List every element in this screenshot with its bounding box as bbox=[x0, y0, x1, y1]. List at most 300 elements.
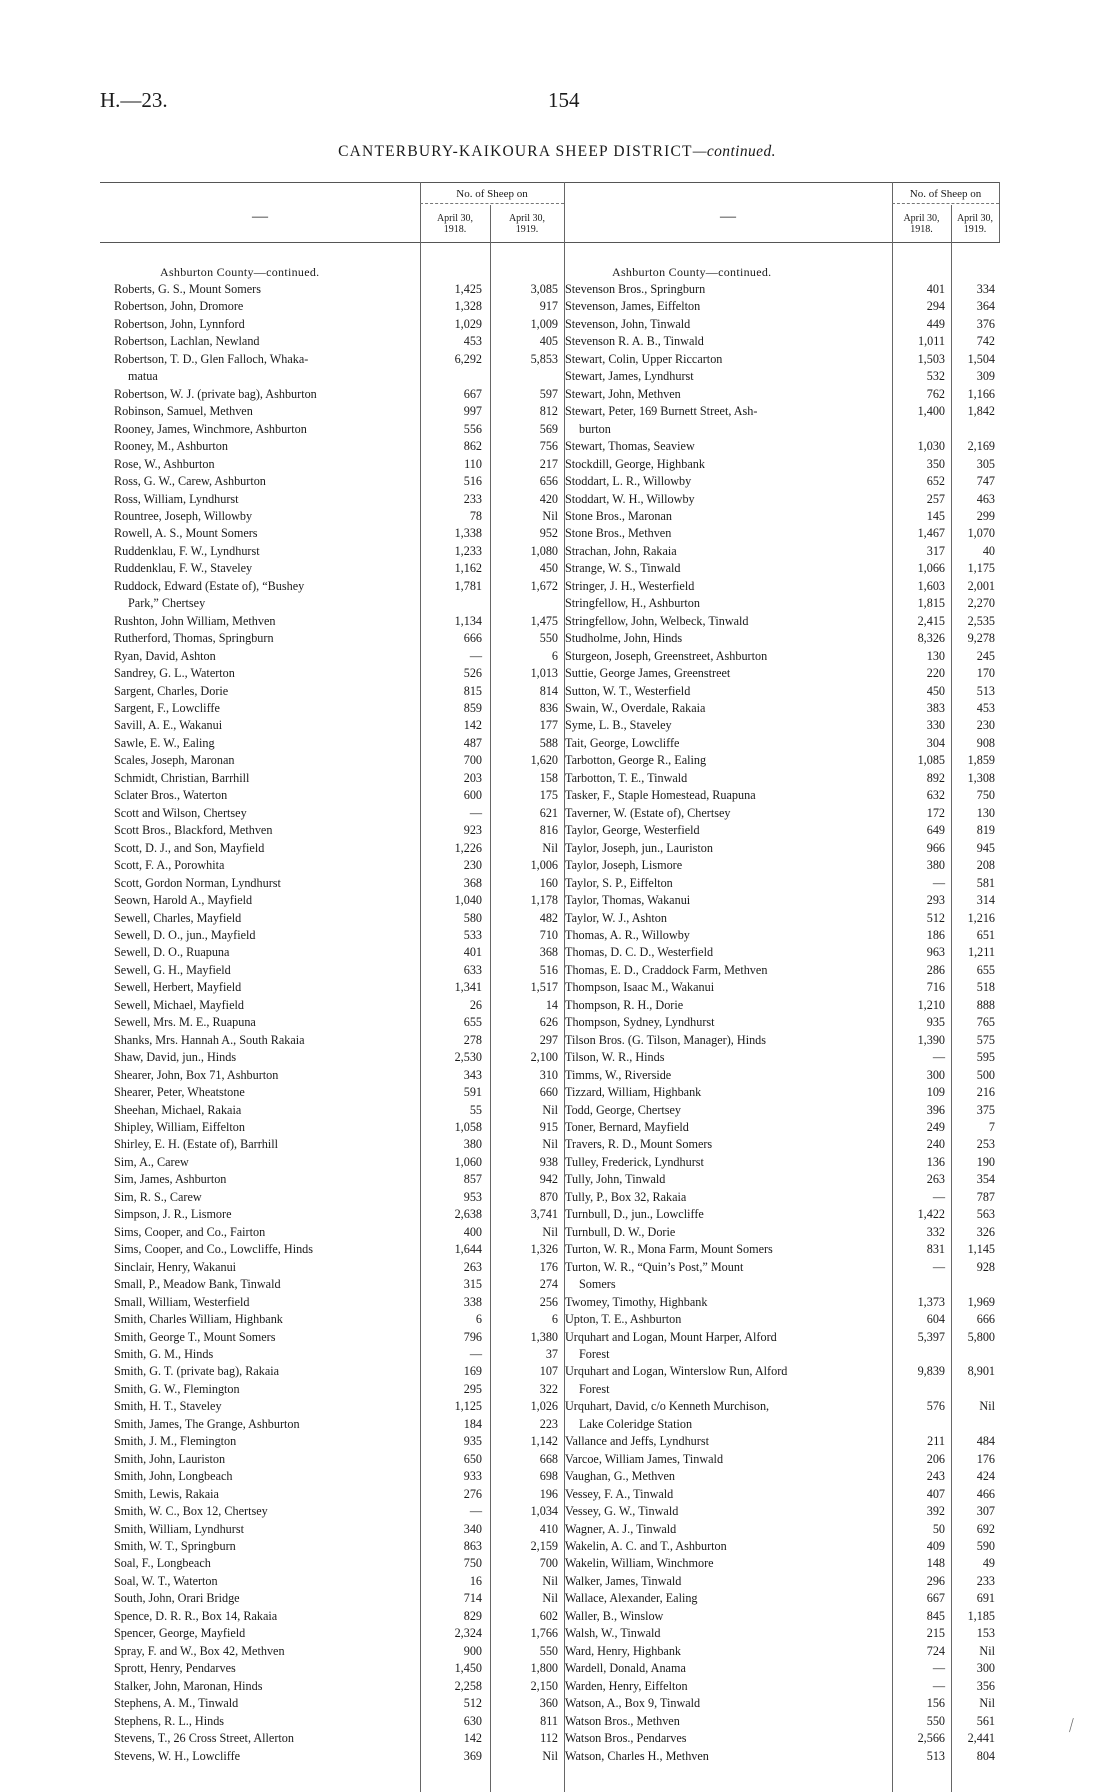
table-row bbox=[565, 666, 998, 680]
table-row bbox=[565, 823, 998, 837]
sheep-1918: 667 bbox=[926, 1591, 945, 1606]
sheep-1919: 1,070 bbox=[967, 526, 995, 541]
holder-name: Shaw, David, jun., Hinds bbox=[114, 1050, 237, 1065]
sheep-1918: 1,162 bbox=[454, 561, 482, 576]
holder-name: Tilson, W. R., Hinds bbox=[565, 1050, 665, 1065]
holder-name: Thomas, E. D., Craddock Farm, Methven bbox=[565, 962, 768, 977]
right-col-1918-line1: April 30, bbox=[903, 213, 940, 224]
holder-name: Taylor, W. J., Ashton bbox=[565, 910, 667, 925]
sheep-1919: 453 bbox=[976, 701, 995, 715]
sheep-1919: 804 bbox=[976, 1748, 995, 1763]
table-row bbox=[114, 1260, 558, 1274]
holder-name: Stalker, John, Maronan, Hinds bbox=[114, 1678, 263, 1693]
holder-name: Tarbotton, T. E., Tinwald bbox=[565, 770, 688, 785]
table-row bbox=[565, 1295, 998, 1309]
table-row bbox=[114, 1033, 558, 1047]
table-row bbox=[114, 998, 558, 1012]
table-row bbox=[114, 1068, 558, 1082]
holder-name: Ruddenklau, F. W., Lyndhurst bbox=[114, 543, 260, 558]
sheep-1918: 655 bbox=[463, 1015, 482, 1030]
left-particulars-head: — bbox=[252, 208, 268, 225]
sheep-1919: 660 bbox=[539, 1085, 558, 1100]
holder-name: Shearer, Peter, Wheatstone bbox=[114, 1085, 245, 1100]
table-row bbox=[114, 1539, 558, 1553]
sheep-1918: 666 bbox=[463, 631, 482, 646]
sheep-1918: 304 bbox=[926, 735, 945, 750]
sheep-1919: 765 bbox=[976, 1015, 995, 1030]
table-row bbox=[114, 1172, 558, 1186]
holder-name: Sprott, Henry, Pendarves bbox=[114, 1661, 236, 1676]
sheep-1919: Nil bbox=[542, 508, 558, 523]
sheep-1918: 650 bbox=[463, 1451, 482, 1466]
sheep-1918: 550 bbox=[926, 1713, 945, 1728]
table-row bbox=[114, 980, 558, 994]
table-row bbox=[114, 509, 558, 523]
sheep-1919: Nil bbox=[979, 1643, 995, 1658]
holder-name: Tait, George, Lowcliffe bbox=[565, 735, 680, 750]
sheep-1918: 604 bbox=[926, 1312, 945, 1327]
sheep-1918: 1,390 bbox=[917, 1032, 945, 1047]
table-row bbox=[565, 1207, 998, 1221]
table-row bbox=[565, 1609, 998, 1623]
holder-name: Robertson, T. D., Glen Falloch, Whaka- bbox=[114, 351, 309, 366]
sheep-1919: 175 bbox=[539, 788, 558, 803]
sheep-1918: 1,226 bbox=[454, 840, 482, 855]
table-row bbox=[114, 1364, 558, 1378]
sheep-1919: Nil bbox=[542, 1591, 558, 1606]
sheep-1919: 1,166 bbox=[967, 386, 995, 401]
sheep-1918: — bbox=[932, 1259, 945, 1274]
holder-name: Wardell, Donald, Anama bbox=[565, 1661, 686, 1676]
sheep-1918: 409 bbox=[926, 1539, 945, 1554]
sheep-1919: 621 bbox=[539, 805, 558, 820]
sheep-1918: 350 bbox=[926, 456, 945, 471]
sheep-1919: 310 bbox=[539, 1067, 558, 1082]
sheep-1919: 360 bbox=[539, 1696, 558, 1711]
holder-name: Smith, John, Lauriston bbox=[114, 1451, 226, 1466]
table-row bbox=[565, 1749, 998, 1763]
holder-name: Taylor, Thomas, Wakanui bbox=[565, 893, 691, 908]
holder-name: Smith, H. T., Staveley bbox=[114, 1399, 222, 1414]
sheep-1918: — bbox=[469, 1346, 482, 1361]
table-row bbox=[114, 457, 558, 471]
sheep-1918: 923 bbox=[463, 823, 482, 838]
holder-name: Scott and Wilson, Chertsey bbox=[114, 805, 247, 820]
right-particulars-head: — bbox=[720, 208, 736, 225]
table-row bbox=[565, 1452, 998, 1466]
sheep-1918: 294 bbox=[926, 299, 945, 314]
sheep-1918: 1,085 bbox=[917, 753, 945, 768]
sheep-1919: 518 bbox=[976, 980, 995, 995]
sheep-1919: Nil bbox=[542, 1573, 558, 1588]
right-section-heading: Ashburton County—continued. bbox=[612, 265, 772, 279]
table-row bbox=[565, 1155, 998, 1169]
holder-name: Stewart, Peter, 169 Burnett Street, Ash- bbox=[565, 404, 758, 419]
sheep-1919: 170 bbox=[976, 666, 995, 681]
holder-name: Thomas, D. C. D., Westerfield bbox=[565, 945, 714, 960]
table-row bbox=[565, 911, 998, 925]
table-row bbox=[565, 1661, 998, 1675]
holder-name: Sewell, D. O., jun., Mayfield bbox=[114, 927, 256, 942]
holder-name: Sturgeon, Joseph, Greenstreet, Ashburton bbox=[565, 648, 768, 663]
sheep-1919: 2,270 bbox=[967, 596, 995, 611]
holder-name: Stoddart, L. R., Willowby bbox=[565, 474, 692, 489]
sheep-1919: 563 bbox=[976, 1207, 995, 1222]
holder-name: Smith, J. M., Flemington bbox=[114, 1434, 237, 1449]
sheep-1919: 655 bbox=[976, 962, 995, 977]
sheep-1919: 297 bbox=[539, 1032, 558, 1047]
holder-name: Smith, James, The Grange, Ashburton bbox=[114, 1416, 300, 1431]
holder-name: Tully, John, Tinwald bbox=[565, 1172, 666, 1187]
sheep-1918: 1,210 bbox=[917, 997, 945, 1012]
table-row bbox=[565, 1033, 998, 1047]
table-row bbox=[565, 980, 998, 994]
table-row bbox=[114, 1696, 558, 1710]
sheep-1919: 666 bbox=[976, 1312, 995, 1327]
sheep-1918: — bbox=[469, 805, 482, 820]
sheep-1918: 1,040 bbox=[454, 893, 482, 908]
sheep-1919: 928 bbox=[976, 1259, 995, 1274]
sheep-1919: 305 bbox=[976, 456, 995, 471]
sheep-1918: 1,450 bbox=[454, 1661, 482, 1676]
left-col-1918-head bbox=[420, 213, 490, 235]
table-row bbox=[114, 1556, 558, 1570]
holder-name: Smith, G. M., Hinds bbox=[114, 1346, 214, 1361]
holder-name: Thomas, A. R., Willowby bbox=[565, 927, 690, 942]
sheep-1919: 626 bbox=[539, 1015, 558, 1030]
holder-name: Stewart, Thomas, Seaview bbox=[565, 439, 695, 454]
sheep-1919: 112 bbox=[540, 1731, 558, 1746]
holder-name: Smith, William, Lyndhurst bbox=[114, 1521, 244, 1536]
sheep-1919: 581 bbox=[976, 875, 995, 890]
sheep-1918: 933 bbox=[463, 1469, 482, 1484]
table-row bbox=[565, 579, 998, 593]
holder-name: Rooney, M., Ashburton bbox=[114, 439, 228, 454]
sheep-1919: 158 bbox=[539, 770, 558, 785]
sheep-1918: 9,839 bbox=[917, 1364, 945, 1379]
table-row bbox=[565, 614, 998, 628]
sheep-1919: Nil bbox=[979, 1696, 995, 1711]
sheep-1918: 211 bbox=[927, 1434, 945, 1449]
sheep-1919: 375 bbox=[976, 1102, 995, 1117]
holder-name: Turnbull, D. W., Dorie bbox=[565, 1224, 676, 1239]
holder-name: Tasker, F., Staple Homestead, Ruapuna bbox=[565, 788, 756, 803]
table-row bbox=[114, 1103, 558, 1117]
table-row bbox=[565, 1469, 998, 1483]
table-row bbox=[114, 1644, 558, 1658]
sheep-1918: 110 bbox=[464, 456, 482, 471]
holder-name: Travers, R. D., Mount Somers bbox=[565, 1137, 713, 1152]
holder-name: Vessey, G. W., Tinwald bbox=[565, 1504, 679, 1519]
sheep-1918: 142 bbox=[463, 1731, 482, 1746]
sheep-1918: 220 bbox=[926, 666, 945, 681]
sheep-1918: 453 bbox=[463, 334, 482, 349]
sheep-1919: 1,178 bbox=[530, 893, 558, 908]
table-row bbox=[565, 1050, 998, 1064]
sheep-1918: 401 bbox=[926, 282, 945, 296]
table-row bbox=[565, 963, 998, 977]
holder-name: Shipley, William, Eiffelton bbox=[114, 1120, 245, 1135]
sheep-1918: 206 bbox=[926, 1451, 945, 1466]
sheep-1919: Nil bbox=[542, 1224, 558, 1239]
table-row bbox=[565, 858, 998, 872]
table-row bbox=[114, 736, 558, 750]
table-row bbox=[565, 1312, 998, 1326]
holder-name: Sims, Cooper, and Co., Fairton bbox=[114, 1224, 266, 1239]
holder-name: Rowell, A. S., Mount Somers bbox=[114, 526, 258, 541]
sheep-1919: 1,504 bbox=[967, 351, 995, 366]
sheep-1918: 300 bbox=[926, 1067, 945, 1082]
sheep-1918: 935 bbox=[926, 1015, 945, 1030]
holder-name: Sewell, Mrs. M. E., Ruapuna bbox=[114, 1015, 256, 1030]
holder-name: Tully, P., Box 32, Rakaia bbox=[565, 1189, 687, 1204]
sheep-1919: 814 bbox=[539, 683, 558, 698]
sheep-1919: 819 bbox=[976, 823, 995, 838]
sheep-1918: 109 bbox=[926, 1085, 945, 1100]
sheep-1919: 747 bbox=[976, 474, 995, 489]
holder-name: Stoddart, W. H., Willowby bbox=[565, 491, 695, 506]
table-row bbox=[565, 701, 998, 715]
sheep-1918: 857 bbox=[463, 1172, 482, 1187]
sheep-1919: 463 bbox=[976, 491, 995, 506]
holder-name: Soal, F., Longbeach bbox=[114, 1556, 211, 1571]
sheep-1918: 1,030 bbox=[917, 439, 945, 454]
sheep-1918: — bbox=[932, 875, 945, 890]
holder-name: Rose, W., Ashburton bbox=[114, 456, 215, 471]
sheep-1918: 762 bbox=[926, 386, 945, 401]
holder-name: Spence, D. R. R., Box 14, Rakaia bbox=[114, 1608, 278, 1623]
sheep-1918: 315 bbox=[463, 1277, 482, 1292]
holder-name: Wagner, A. J., Tinwald bbox=[565, 1521, 677, 1536]
sheep-1918: 136 bbox=[926, 1154, 945, 1169]
table-row bbox=[565, 1556, 998, 1570]
sheep-1919: 888 bbox=[976, 997, 995, 1012]
table-row bbox=[114, 422, 558, 436]
holder-name: Sewell, Michael, Mayfield bbox=[114, 997, 244, 1012]
sheep-1919: 602 bbox=[539, 1608, 558, 1623]
sheep-1918: 6,292 bbox=[454, 351, 482, 366]
page-number: 154 bbox=[548, 88, 580, 112]
holder-name: Robertson, W. J. (private bag), Ashburton bbox=[114, 386, 317, 401]
sheep-1918: 263 bbox=[926, 1172, 945, 1187]
sheep-1918: 963 bbox=[926, 945, 945, 960]
sheep-1918: 5,397 bbox=[917, 1329, 945, 1344]
table-row bbox=[114, 928, 558, 942]
table-row bbox=[114, 1487, 558, 1501]
holder-name: Strange, W. S., Tinwald bbox=[565, 561, 681, 576]
holder-name: Sawle, E. W., Ealing bbox=[114, 735, 215, 750]
sheep-1918: 172 bbox=[926, 805, 945, 820]
sheep-1918: — bbox=[932, 1050, 945, 1065]
sheep-1919: 1,142 bbox=[530, 1434, 558, 1449]
holder-name: Urquhart, David, c/o Kenneth Murchison, bbox=[565, 1399, 770, 1414]
sheep-1919: 6 bbox=[551, 648, 558, 663]
sheep-1919: 1,842 bbox=[967, 404, 995, 419]
holder-name: Smith, Charles William, Highbank bbox=[114, 1312, 283, 1327]
table-row bbox=[114, 1591, 558, 1605]
holder-name: Taverner, W. (Estate of), Chertsey bbox=[565, 805, 731, 820]
table-row bbox=[114, 858, 558, 872]
sheep-1918: 1,644 bbox=[454, 1242, 482, 1257]
sheep-1918: 1,338 bbox=[454, 526, 482, 541]
sheep-1918: 148 bbox=[926, 1556, 945, 1571]
holder-name: Rountree, Joseph, Willowby bbox=[114, 508, 253, 523]
table-row bbox=[114, 1347, 558, 1361]
sheep-1918: 317 bbox=[926, 543, 945, 558]
sheep-1919: 787 bbox=[976, 1189, 995, 1204]
sheep-1919: 314 bbox=[976, 893, 995, 908]
sheep-1919: 14 bbox=[545, 997, 558, 1012]
holder-name: Turton, W. R., Mona Farm, Mount Somers bbox=[565, 1242, 773, 1257]
table-row bbox=[114, 911, 558, 925]
sheep-1919: 742 bbox=[976, 334, 995, 349]
sheep-1918: 330 bbox=[926, 718, 945, 733]
table-row bbox=[565, 1522, 998, 1536]
left-col-1919-line2: 1919. bbox=[515, 224, 539, 235]
table-row bbox=[565, 1103, 998, 1117]
holder-name: Scott, F. A., Porowhita bbox=[114, 858, 225, 873]
holder-name: Walsh, W., Tinwald bbox=[565, 1626, 661, 1641]
sheep-1918: 633 bbox=[463, 962, 482, 977]
table-row bbox=[565, 509, 998, 523]
sheep-1918: 2,324 bbox=[454, 1626, 482, 1641]
table-row bbox=[565, 1591, 998, 1605]
sheep-1919: 870 bbox=[539, 1189, 558, 1204]
sheep-1919: 836 bbox=[539, 701, 558, 715]
table-row bbox=[565, 1260, 998, 1274]
sheep-1919: 2,169 bbox=[967, 439, 995, 454]
sheep-1918: — bbox=[932, 1189, 945, 1204]
table-row bbox=[114, 963, 558, 977]
table-row bbox=[114, 526, 558, 540]
holder-name: Turton, W. R., “Quin’s Post,” Mount bbox=[565, 1259, 744, 1274]
table-row bbox=[114, 1295, 558, 1309]
left-col-1918-line1: April 30, bbox=[436, 213, 474, 224]
table-row bbox=[565, 1085, 998, 1099]
left-section-heading: Ashburton County—continued. bbox=[160, 265, 320, 279]
holder-name: Sinclair, Henry, Wakanui bbox=[114, 1259, 237, 1274]
sheep-1918: 2,530 bbox=[454, 1050, 482, 1065]
sheep-1918: 1,603 bbox=[917, 578, 945, 593]
table-head-rule bbox=[100, 242, 1000, 243]
sheep-1918: 892 bbox=[926, 770, 945, 785]
sheep-1918: 935 bbox=[463, 1434, 482, 1449]
sheep-1919: 668 bbox=[539, 1451, 558, 1466]
table-row bbox=[114, 771, 558, 785]
table-row bbox=[114, 492, 558, 506]
sheep-1919: 309 bbox=[976, 369, 995, 384]
holder-name: Stockdill, George, Highbank bbox=[565, 456, 705, 471]
holder-name: Sclater Bros., Waterton bbox=[114, 788, 228, 803]
holder-name: Stone Bros., Methven bbox=[565, 526, 672, 541]
sheep-1919: 908 bbox=[976, 735, 995, 750]
holder-name: Robertson, John, Dromore bbox=[114, 299, 244, 314]
table-row bbox=[565, 1190, 998, 1204]
table-row bbox=[565, 1120, 998, 1134]
sheep-1919: 176 bbox=[539, 1259, 558, 1274]
holder-name: Watson, A., Box 9, Tinwald bbox=[565, 1696, 701, 1711]
sheep-1919: 1,517 bbox=[530, 980, 558, 995]
sheep-1919: 917 bbox=[539, 299, 558, 314]
holder-name: Spencer, George, Mayfield bbox=[114, 1626, 246, 1641]
table-row bbox=[565, 788, 998, 802]
sheep-1918: 145 bbox=[926, 508, 945, 523]
holder-name: Stewart, Colin, Upper Riccarton bbox=[565, 351, 723, 366]
sheep-1919: 516 bbox=[539, 962, 558, 977]
sheep-1919: 130 bbox=[976, 805, 995, 820]
table-row bbox=[114, 1522, 558, 1536]
holder-name: Swain, W., Overdale, Rakaia bbox=[565, 701, 706, 715]
sheep-1918: 2,566 bbox=[917, 1731, 945, 1746]
sheep-1919: 915 bbox=[539, 1120, 558, 1135]
sheep-1919: 691 bbox=[976, 1591, 995, 1606]
sheep-1919: 1,175 bbox=[967, 561, 995, 576]
holder-name: Watson Bros., Pendarves bbox=[565, 1731, 687, 1746]
holder-name: Stone Bros., Maronan bbox=[565, 508, 672, 523]
sheep-1919: 354 bbox=[976, 1172, 995, 1187]
sheep-1918: 278 bbox=[463, 1032, 482, 1047]
holder-name: Stevens, T., 26 Cross Street, Allerton bbox=[114, 1731, 294, 1746]
sheep-1918: 450 bbox=[926, 683, 945, 698]
holder-name: Warden, Henry, Eiffelton bbox=[565, 1678, 688, 1693]
right-col-1918-line2: 1918. bbox=[910, 224, 933, 235]
table-row bbox=[565, 1137, 998, 1151]
holder-name: Robertson, John, Lynnford bbox=[114, 316, 245, 331]
sheep-1919: 1,006 bbox=[530, 858, 558, 873]
sheep-1918: 862 bbox=[463, 439, 482, 454]
sheep-1918: 215 bbox=[926, 1626, 945, 1641]
holder-name: Studholme, John, Hinds bbox=[565, 631, 683, 646]
table-row bbox=[114, 841, 558, 855]
sheep-1918: 513 bbox=[926, 1748, 945, 1763]
holder-name: Varcoe, William James, Tinwald bbox=[565, 1451, 724, 1466]
table-row bbox=[565, 806, 998, 820]
sheep-1918: 130 bbox=[926, 648, 945, 663]
right-edge-rule bbox=[999, 182, 1000, 242]
sheep-1919: 513 bbox=[976, 683, 995, 698]
table-row bbox=[114, 1434, 558, 1448]
sheep-1919: 698 bbox=[539, 1469, 558, 1484]
holder-name: Smith, George T., Mount Somers bbox=[114, 1329, 276, 1344]
holder-name: Tulley, Frederick, Lyndhurst bbox=[565, 1154, 704, 1169]
sheep-1919: 6 bbox=[551, 1312, 558, 1327]
sheep-1918: 169 bbox=[463, 1364, 482, 1379]
sheep-1919: 233 bbox=[976, 1573, 995, 1588]
sheep-1918: 368 bbox=[463, 875, 482, 890]
holder-name: Smith, W. C., Box 12, Chertsey bbox=[114, 1504, 268, 1519]
table-row bbox=[565, 1242, 998, 1256]
left-sheep-caption: No. of Sheep on bbox=[456, 188, 528, 200]
sheep-1919: 217 bbox=[539, 456, 558, 471]
sheep-1918: 526 bbox=[463, 666, 482, 681]
sheep-1918: 332 bbox=[926, 1224, 945, 1239]
sheep-1919: 569 bbox=[539, 421, 558, 436]
holder-name: Wallace, Alexander, Ealing bbox=[565, 1591, 698, 1606]
table-row bbox=[565, 561, 998, 575]
holder-name-continued: Forest bbox=[579, 1346, 610, 1361]
sheep-1918: 338 bbox=[463, 1294, 482, 1309]
sheep-1918: 2,415 bbox=[917, 613, 945, 628]
sheep-1918: 55 bbox=[469, 1102, 482, 1117]
sheep-1918: 50 bbox=[932, 1521, 945, 1536]
table-row bbox=[565, 1714, 998, 1728]
holder-name: Vaughan, G., Methven bbox=[565, 1469, 676, 1484]
holder-name: Strachan, John, Rakaia bbox=[565, 543, 677, 558]
sheep-1918: 1,815 bbox=[917, 596, 945, 611]
table-row bbox=[565, 1626, 998, 1640]
sheep-1918: 1,233 bbox=[454, 543, 482, 558]
table-row bbox=[114, 1120, 558, 1134]
